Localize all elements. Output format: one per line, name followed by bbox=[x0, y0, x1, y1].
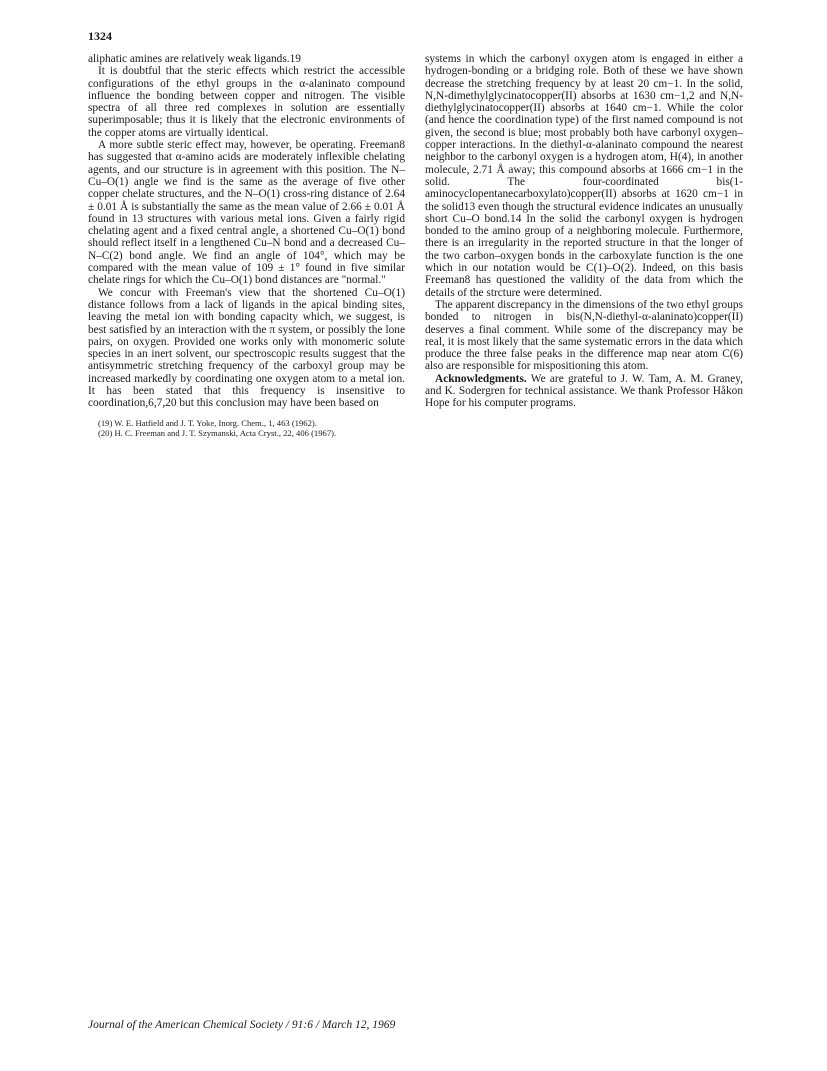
acknowledgments-heading: Acknowledgments. bbox=[435, 372, 527, 385]
body-paragraph: It is doubtful that the steric effects which restrict the accessible configurations of the ethyl groups in the α-alaninato compound influence the bonding between copper and nitrogen. The visible spectra of all three red complexes in solution are essentially superimposable; thus it is likely that the electronic environments of the copper atoms are virtually identical. bbox=[88, 65, 405, 139]
body-paragraph: aliphatic amines are relatively weak ligands.19 bbox=[88, 53, 301, 65]
journal-footer: Journal of the American Chemical Society / 91:6 / March 12, 1969 bbox=[88, 1019, 396, 1031]
right-column bbox=[425, 53, 743, 410]
body-paragraph: A more subtle steric effect may, however, be operating. Freeman8 has suggested that α-amino acids are moderately inflexible chelating agents, and our structure is in agreement with this position. The N–Cu–O(1) angle we find is the same as the average of five other copper chelate structures, and the N–O(1) cross-ring distance of 2.64 ± 0.01 Å is substantially the same as the mean value of 2.66 ± 0.01 Å found in 13 structures with various metal ions. Given a fairly rigid chelating agent and a fixed central angle, a shortened Cu–O(1) bond should reflect itself in a lengthened Cu–N bond and a decreased Cu–N–C(2) bond angle. We find an angle of 104°, which may be compared with the mean value of 109 ± 1° found in five similar chelate rings for which the Cu–O(1) bond distances are "normal." bbox=[88, 139, 405, 287]
body-paragraph: We concur with Freeman's view that the shortened Cu–O(1) distance follows from a lack of ligands in the apical binding sites, leaving the metal ion with bonding capacity which, we suggest, is best satisfied by an interaction with the π system, or possibly the lone pairs, on oxygen. Provided one works only with monomeric solute species in an inert solvent, our spectroscopic results suggest that the antisymmetric stretching frequency of the carboxyl group may be increased markedly by coordinating one oxygen atom to a metal ion. It has been stated that this frequency is insensitive to coordination,6,7,20 but this conclusion may have been based on bbox=[88, 286, 405, 410]
footnote: (20) H. C. Freeman and J. T. Szymanski, Acta Cryst., 22, 406 (1967). bbox=[98, 427, 337, 438]
left-column bbox=[88, 53, 405, 438]
footnote: (19) W. E. Hatfield and J. T. Yoke, Inorg. Chem., 1, 463 (1962). bbox=[98, 417, 317, 428]
page-number: 1324 bbox=[88, 29, 112, 43]
body-paragraph: The apparent discrepancy in the dimensions of the two ethyl groups bonded to nitrogen in bis(N,N-diethyl-α-alaninato)copper(II) deserves a final comment. While some of the discrepancy may be real, it is most likely that the same systematic errors in the data which produce the three false peaks in the difference map near atom C(6) also are responsible for mispositioning this atom. bbox=[425, 298, 743, 373]
body-paragraph: systems in which the carbonyl oxygen atom is engaged in either a hydrogen-bonding or a bridging role. Both of these we have shown decrease the stretching frequency by at least 20 cm−1. In the solid, N,N-dimethylglycinatocopper(II) absorbs at 1630 cm−1,2 and N,N-diethylglycinatocopper(II) absorbs at 1640 cm−1. While the color (and hence the coordination type) of the first named compound is not given, the second is blue; most probably both have carbonyl oxygen–copper interactions. In the diethyl-α-alaninato compound the nearest neighbor to the carbonyl oxygen is a hydrogen atom, H(4), in another molecule, 2.71 Å away; this compound absorbs at 1666 cm−1 in the solid. The four-coordinated bis(1-aminocyclopentanecarboxylato)copper(II) absorbs at 1620 cm−1 in the solid13 even though the structural evidence indicates an unusually short Cu–O bond.14 In the solid the carbonyl oxygen is hydrogen bonded to the amino group of a neighboring molecule. Furthermore, there is an irregularity in the reported structure in that the longer of the two carbon–oxygen bonds in the carboxylate function is the one which in our notation would be C(1)–O(2). Indeed, on this basis Freeman8 has questioned the validity of the data from which the details of the strcture were determined. bbox=[425, 53, 743, 299]
acknowledgments bbox=[425, 373, 743, 410]
footnotes bbox=[88, 418, 405, 438]
acknowledgments-text: We are grateful to J. W. Tam, A. M. Graney, and K. Sodergren for technical assistance. We thank Professor Håkon Hope for his computer programs. bbox=[425, 372, 743, 410]
